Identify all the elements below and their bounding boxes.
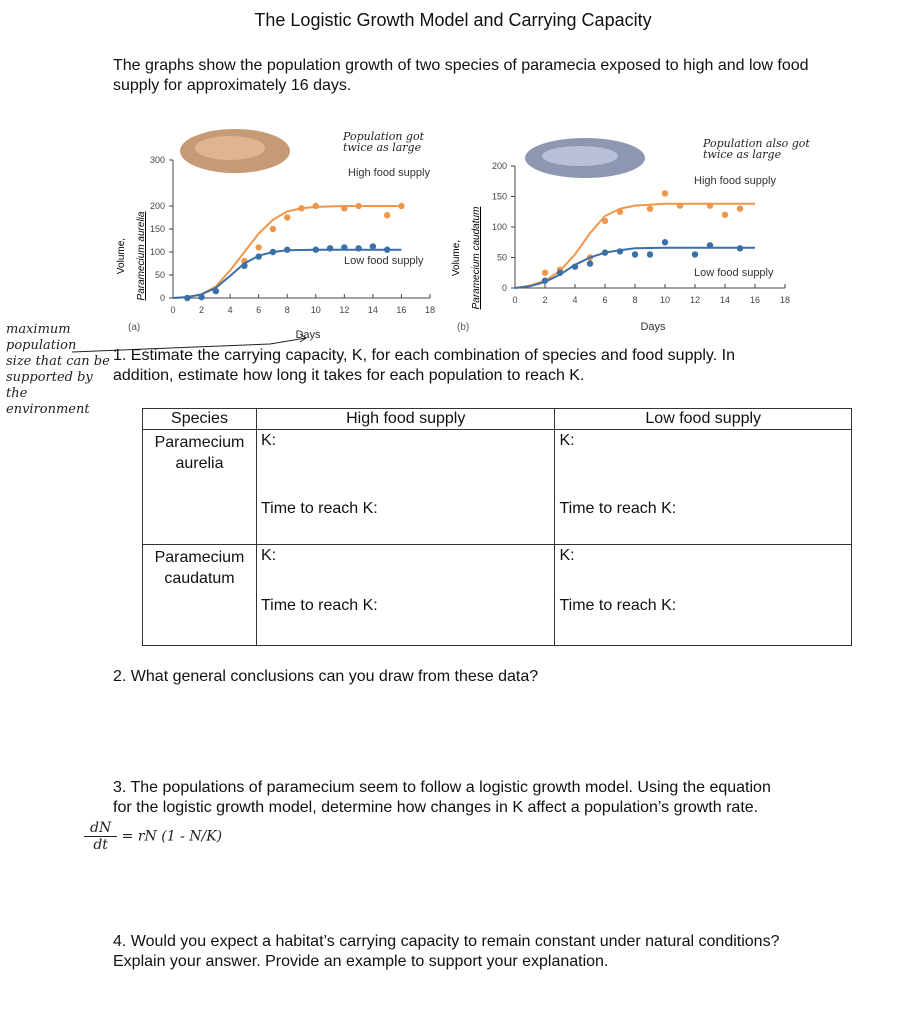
data-point [572,263,578,269]
data-point [341,205,347,211]
answer-cell[interactable] [256,595,555,646]
annotation-b-line1: Population also got [703,137,810,150]
data-point [647,251,653,257]
side-note-line4: supported by the [6,370,93,401]
question-4-line2: Explain your answer. Provide an example to support your explanation. [113,953,609,970]
species-name-line1: Paramecium [154,434,245,451]
data-point [737,206,743,212]
data-point [722,212,728,218]
data-point [542,270,548,276]
k-label: K: [260,547,277,564]
data-point [241,263,247,269]
data-point [662,190,668,196]
x-tick-label: 16 [396,305,407,315]
data-point [707,242,713,248]
data-point [737,245,743,251]
chart-b-high-label: High food supply [694,175,776,187]
k-label: K: [559,432,575,449]
question-3-line2: for the logistic growth model, determine how changes in K affect a population’s growth rate. [113,799,759,816]
x-tick-label: 12 [339,305,350,315]
answer-cell[interactable] [555,430,852,498]
data-point [384,247,390,253]
header-species: Species [143,409,257,430]
data-point [647,206,653,212]
data-point [198,294,204,300]
data-point [313,247,319,253]
data-point [398,203,404,209]
x-tick-label: 18 [779,295,791,305]
table-row [143,545,852,596]
data-point [270,226,276,232]
time-label: Time to reach K: [559,597,677,614]
header-low: Low food supply [555,409,852,430]
answer-cell[interactable] [555,545,852,596]
x-tick-label: 18 [424,305,436,315]
annotation-a-line1: Population got [343,130,425,143]
y-tick-label: 150 [491,191,507,202]
data-point [213,288,219,294]
data-point [587,260,593,266]
annotation-b-line2: twice as large [703,148,782,161]
question-1-line1: 1. Estimate the carrying capacity, K, for each combination of species and food supply. In [113,347,735,364]
data-point [341,244,347,250]
y-tick-label: 200 [491,161,507,171]
annotation-a-line2: twice as large [343,141,422,154]
chart-b-xlabel: Days [640,321,666,333]
x-tick-label: 4 [227,305,233,315]
data-point [692,251,698,257]
table-row [143,430,852,498]
data-point [327,245,333,251]
y-tick-label: 50 [154,270,165,280]
time-label: Time to reach K: [559,499,677,517]
equation-numerator: dN [84,820,117,837]
paramecium-aurelia-highlight [195,136,265,160]
x-tick-label: 0 [170,305,176,315]
data-point [355,245,361,251]
chart-b-low-label: Low food supply [694,267,774,279]
header-high: High food supply [256,409,555,430]
time-label: Time to reach K: [260,499,378,517]
data-point [284,247,290,253]
data-point [677,202,683,208]
y-tick-label: 100 [491,222,507,232]
x-tick-label: 8 [284,305,290,315]
x-tick-label: 6 [602,295,608,305]
y-tick-label: 0 [159,293,165,303]
data-point [602,218,608,224]
side-note-line5: environment [6,402,90,417]
data-point [557,270,563,276]
data-point [270,249,276,255]
species-cell [143,545,257,646]
data-point [255,253,261,259]
x-tick-label: 10 [659,295,671,305]
species-cell [143,430,257,545]
chart-b-ylabel-prefix: Volume, [451,239,462,277]
answer-cell[interactable] [555,498,852,545]
paramecium-caudatum-highlight [542,146,618,166]
side-note-line2: population [6,338,77,353]
answer-cell[interactable] [256,498,555,545]
data-point [313,203,319,209]
x-tick-label: 2 [199,305,205,315]
data-point [617,209,623,215]
data-point [617,248,623,254]
chart-a-high-label: High food supply [348,167,430,179]
data-point [542,277,548,283]
annotation-b [703,138,833,160]
question-4 [113,932,873,972]
annotation-a [343,131,453,153]
table-header-row [143,409,852,430]
x-tick-label: 14 [367,305,378,315]
equation-rhs: = rN (1 - N/K) [121,828,223,845]
data-point [255,244,261,250]
species-name-line2: aurelia [175,455,224,472]
k-label: K: [559,547,575,564]
question-1 [113,346,873,386]
question-3 [113,778,873,818]
data-point [602,249,608,255]
chart-a-low-label: Low food supply [344,255,424,267]
chart-a-xlabel: Days [295,329,321,341]
chart-b-panel-label: (b) [457,322,470,333]
x-tick-label: 6 [256,305,262,315]
y-tick-label: 150 [149,224,165,234]
side-note-line3: size that can be [6,354,110,369]
data-point [707,202,713,208]
data-point [384,212,390,218]
data-point [632,251,638,257]
y-tick-label: 100 [149,247,165,257]
data-point [355,203,361,209]
side-note-line1: maximum [6,322,71,337]
question-2: 2. What general conclusions can you draw from these data? [113,668,539,685]
data-point [284,214,290,220]
x-tick-label: 10 [310,305,321,315]
time-label: Time to reach K: [260,597,378,614]
chart-b-ylabel-species: Paramecium caudatum [471,206,482,310]
logistic-equation [84,820,222,853]
question-3-line1: 3. The populations of paramecium seem to follow a logistic growth model. Using the equation [113,779,771,796]
answer-cell[interactable] [256,430,555,498]
page-title: The Logistic Growth Model and Carrying Capacity [254,10,652,30]
k-label: K: [260,432,277,449]
question-1-line2: addition, estimate how long it takes for each population to reach K. [113,367,585,384]
chart-a-ylabel-species: Paramecium aurelia [136,211,147,301]
x-tick-label: 12 [689,295,701,305]
data-point [184,295,190,301]
intro-text: The graphs show the population growth of two species of paramecia exposed to high and low food supply for approximately 16 days. [113,57,809,94]
data-point [298,205,304,211]
chart-a-ylabel-prefix: Volume, [116,237,127,275]
y-tick-label: 200 [149,201,165,211]
species-name-line1: Paramecium [154,549,245,566]
y-tick-label: 300 [149,155,165,165]
chart-a-panel-label: (a) [128,322,141,333]
x-tick-label: 2 [542,295,548,305]
equation-denominator: dt [93,837,108,853]
y-tick-label: 0 [501,283,507,293]
answer-cell[interactable] [555,595,852,646]
x-tick-label: 0 [512,295,518,305]
carrying-capacity-table [142,408,852,646]
x-tick-label: 8 [632,295,638,305]
x-tick-label: 16 [749,295,761,305]
y-tick-label: 50 [496,252,507,263]
species-name-line2: caudatum [164,570,235,587]
data-point [370,243,376,249]
x-tick-label: 14 [719,295,731,305]
answer-cell[interactable] [256,545,555,596]
data-point [662,239,668,245]
x-tick-label: 4 [572,295,578,305]
question-4-line1: 4. Would you expect a habitat’s carrying capacity to remain constant under natural conditions? [113,933,780,950]
